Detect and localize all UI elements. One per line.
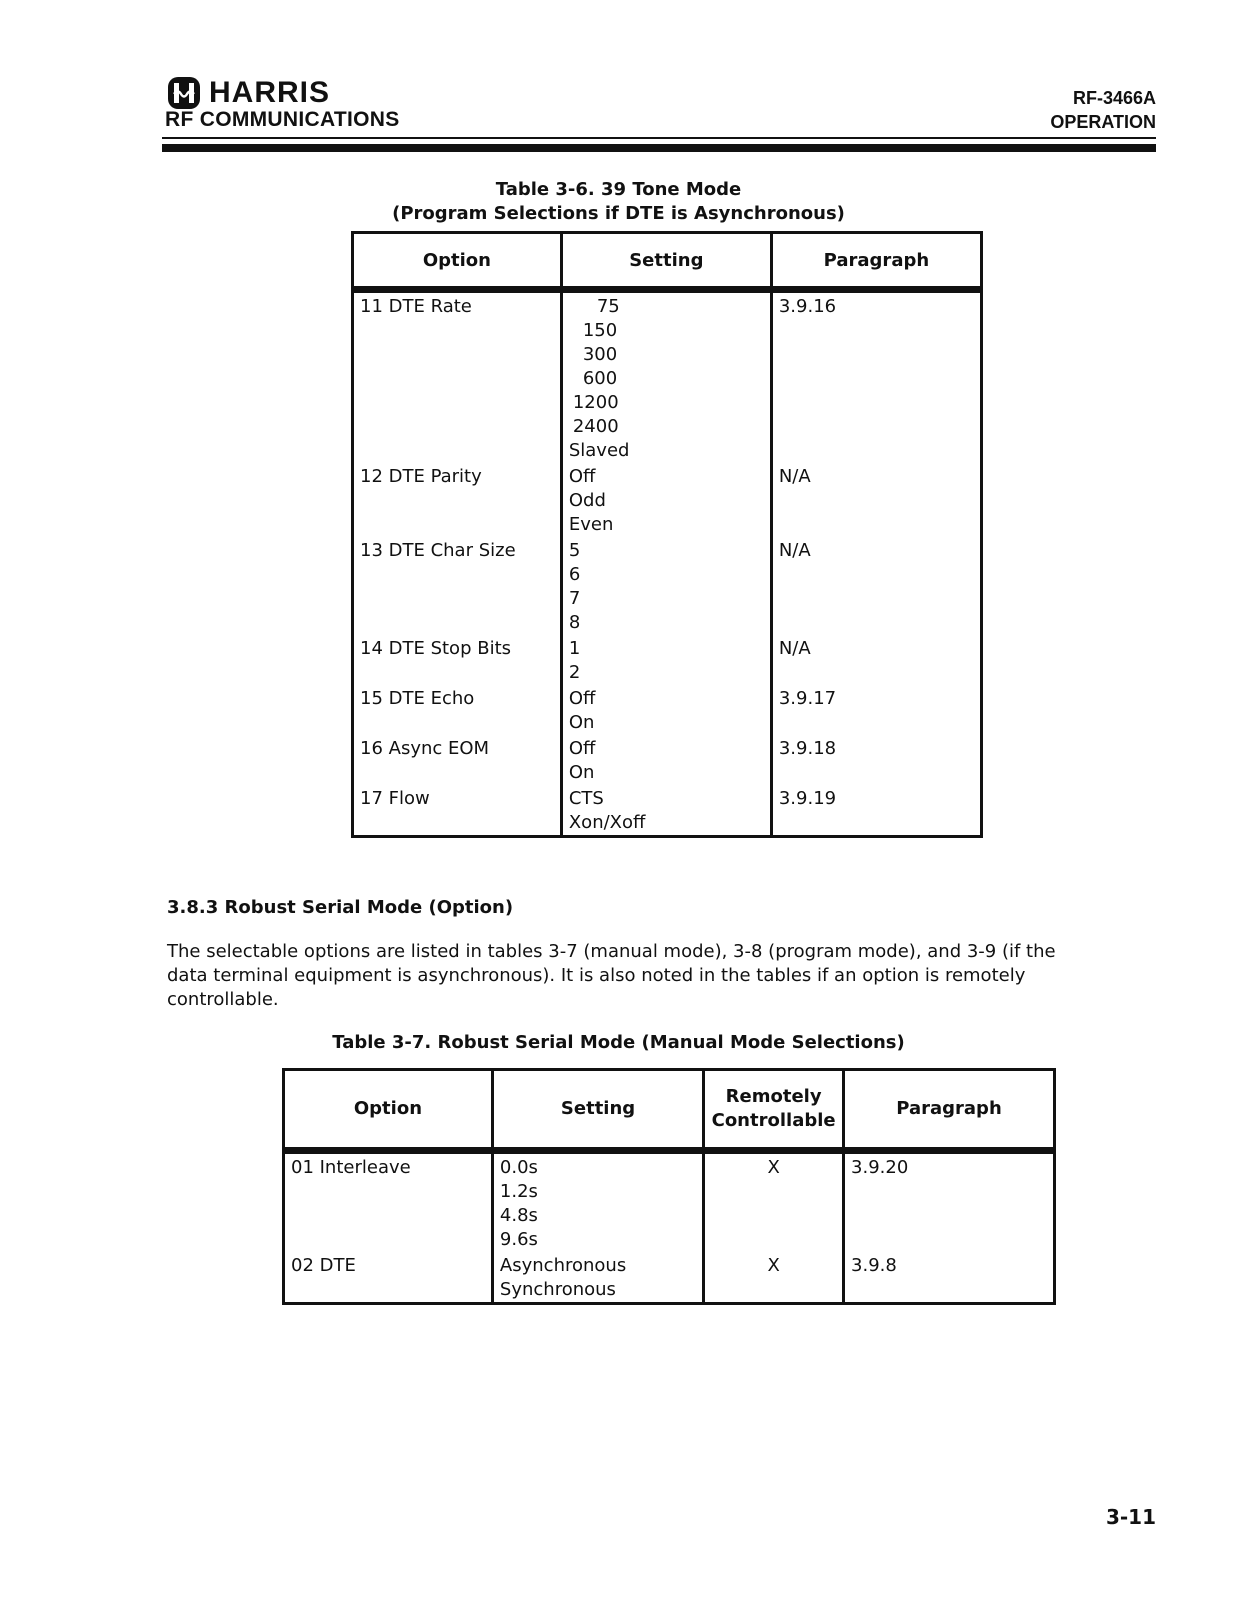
- setting-value: Xon/Xoff: [568, 812, 646, 833]
- remote-cell: X: [704, 1252, 844, 1304]
- paragraph-cell: N/A: [771, 463, 981, 537]
- option-cell: 12 DTE Parity: [353, 463, 562, 537]
- setting-value: 1200: [572, 392, 619, 413]
- paragraph-cell: 3.9.19: [771, 785, 981, 837]
- paragraph-cell: 3.9.20: [844, 1151, 1055, 1253]
- paragraph-cell: 3.9.8: [844, 1252, 1055, 1304]
- document-number: RF-3466A: [1072, 88, 1156, 108]
- table2-header-remote-line1: Remotely: [725, 1086, 822, 1107]
- setting-value: 9.6s: [499, 1229, 538, 1250]
- table-row: [353, 537, 982, 635]
- table2-header-setting: Setting: [492, 1070, 703, 1151]
- table2-header-option: Option: [284, 1070, 493, 1151]
- option-cell: 14 DTE Stop Bits: [353, 635, 562, 685]
- table-row: [284, 1252, 1055, 1304]
- setting-value: 300: [582, 344, 618, 365]
- setting-value: On: [568, 762, 595, 783]
- option-cell: 01 Interleave: [284, 1151, 493, 1253]
- table-row: [353, 785, 982, 837]
- table2: [282, 1068, 1056, 1305]
- setting-value: Slaved: [568, 440, 630, 461]
- setting-value: 7: [568, 588, 581, 609]
- setting-value: 8: [568, 612, 581, 633]
- table-row: [353, 463, 982, 537]
- option-cell: 17 Flow: [353, 785, 562, 837]
- document-section: OPERATION: [1050, 112, 1156, 132]
- setting-value: Asynchronous: [499, 1255, 627, 1276]
- setting-value: Off: [568, 466, 596, 487]
- table-row: [284, 1151, 1055, 1253]
- table1-header-row: [353, 233, 982, 290]
- setting-value: 6: [568, 564, 581, 585]
- table2-header-remote-line2: Controllable: [711, 1110, 836, 1131]
- table2-title: Table 3-7. Robust Serial Mode (Manual Mode Selections): [332, 1032, 905, 1053]
- setting-cell: [492, 1151, 703, 1253]
- paragraph-cell: 3.9.17: [771, 685, 981, 735]
- setting-value: 2400: [572, 416, 619, 437]
- setting-value: 4.8s: [499, 1205, 538, 1226]
- setting-value: 1.2s: [499, 1181, 538, 1202]
- table-row: [353, 685, 982, 735]
- table1: [351, 231, 983, 838]
- paragraph-cell: 3.9.18: [771, 735, 981, 785]
- option-cell: 16 Async EOM: [353, 735, 562, 785]
- table2-header-remote: [704, 1070, 844, 1151]
- setting-value: Off: [568, 738, 596, 759]
- table1-header-paragraph: Paragraph: [771, 233, 981, 290]
- setting-cell: [561, 635, 771, 685]
- harris-logo: [167, 76, 330, 110]
- setting-value: CTS: [568, 788, 604, 809]
- setting-value: 0.0s: [499, 1157, 538, 1178]
- harris-emblem-icon: [167, 76, 201, 110]
- table1-subtitle: (Program Selections if DTE is Asynchronous): [392, 203, 845, 224]
- setting-value: Synchronous: [499, 1279, 616, 1300]
- option-cell: 11 DTE Rate: [353, 290, 562, 464]
- setting-value: 1: [568, 638, 581, 659]
- setting-cell: [561, 735, 771, 785]
- table2-header-row: [284, 1070, 1055, 1151]
- table-row: [353, 290, 982, 464]
- section-heading: 3.8.3 Robust Serial Mode (Option): [167, 897, 514, 918]
- setting-value: 2: [568, 662, 581, 683]
- table1-header-setting: Setting: [561, 233, 771, 290]
- paragraph-cell: 3.9.16: [771, 290, 981, 464]
- paragraph-cell: N/A: [771, 635, 981, 685]
- paragraph-cell: N/A: [771, 537, 981, 635]
- document-id: [1050, 86, 1156, 134]
- setting-value: 75: [596, 296, 620, 317]
- setting-value: 600: [582, 368, 618, 389]
- setting-value: Even: [568, 514, 614, 535]
- brand-division: RF COMMUNICATIONS: [165, 108, 400, 131]
- option-cell: 02 DTE: [284, 1252, 493, 1304]
- remote-cell: X: [704, 1151, 844, 1253]
- setting-cell: [561, 685, 771, 735]
- header-rule-thin: [162, 137, 1156, 139]
- table2-header-paragraph: Paragraph: [844, 1070, 1055, 1151]
- setting-value: 150: [582, 320, 618, 341]
- option-cell: 15 DTE Echo: [353, 685, 562, 735]
- table1-caption: [0, 178, 1237, 226]
- brand-name: HARRIS: [209, 76, 331, 109]
- setting-value: 5: [568, 540, 581, 561]
- table-row: [353, 735, 982, 785]
- setting-cell: [561, 463, 771, 537]
- setting-cell: [561, 290, 771, 464]
- table1-header-option: Option: [353, 233, 562, 290]
- setting-value: On: [568, 712, 595, 733]
- setting-value: Odd: [568, 490, 606, 511]
- table-row: [353, 635, 982, 685]
- option-cell: 13 DTE Char Size: [353, 537, 562, 635]
- page-number: 3-11: [1105, 1505, 1156, 1529]
- setting-cell: [561, 785, 771, 837]
- header-rule-thick: [162, 144, 1156, 152]
- setting-value: Off: [568, 688, 596, 709]
- setting-cell: [492, 1252, 703, 1304]
- setting-cell: [561, 537, 771, 635]
- section-body: The selectable options are listed in tables 3-7 (manual mode), 3-8 (program mode), and 3-9 (if the data terminal equipment is asynchronous). It is also noted in the tables if an option is remotely controllable.: [167, 941, 1056, 1010]
- table1-title: Table 3-6. 39 Tone Mode: [495, 179, 742, 200]
